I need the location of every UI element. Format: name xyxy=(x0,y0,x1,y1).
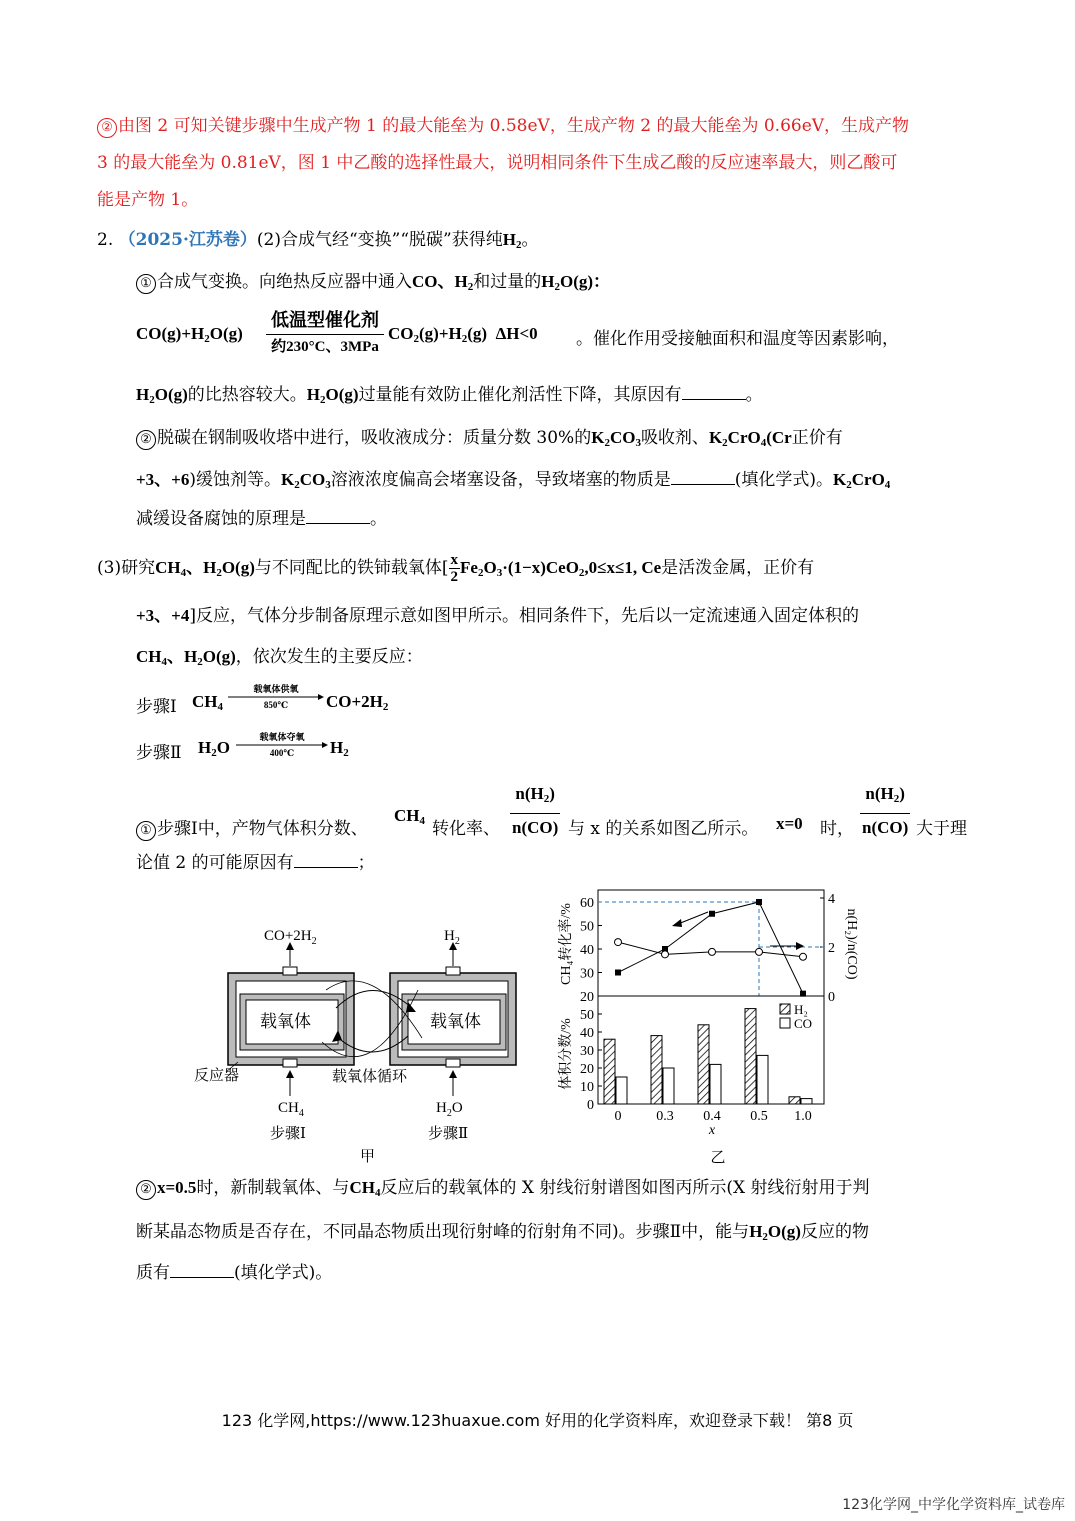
bottom-tick-label: 0 xyxy=(587,1098,594,1113)
x-tick-label: 1.0 xyxy=(794,1109,812,1124)
legend-h2-label: H₂ xyxy=(794,1002,808,1017)
q3-part1-line-1: ① 步骤Ⅰ中，产物气体积分数、 $CH_4$ 转化率、 $\frac{n(H_2)}{n(CO)}$ 与 x 的关系如图乙所示。 x=0 时， $\frac{n(H_2)}{n(CO)}$ 大于理 xyxy=(136,780,986,850)
question-source: （2025·江苏卷） xyxy=(118,230,257,250)
q2-part2-line-2: +3、+6)缓蚀剂等。$K_2CO_3$溶液浓度偏高会堵塞设备，导致堵塞的物质是 (填化学式)。$K_2CrO_4$ xyxy=(136,470,891,491)
left-tick-label: 50 xyxy=(580,919,594,935)
right-tick-label: 0 xyxy=(828,990,835,1005)
ch4-conversion-point xyxy=(709,911,715,917)
output-co-2h2: $CO+2H_2$ xyxy=(264,928,317,947)
co-bar xyxy=(710,1064,721,1104)
h2-co-ratio-point xyxy=(800,953,807,960)
circled-number: ② xyxy=(97,118,117,138)
intro-line-3: 能是产物 1。 xyxy=(97,190,199,210)
q3-part1-line-2: 论值 2 的可能原因有 ； xyxy=(136,853,375,873)
answer-blank[interactable] xyxy=(682,383,746,400)
ch4-conversion-point xyxy=(615,970,621,976)
q2-part2-line-1: ② 脱碳在钢制吸收塔中进行，吸收液成分：质量分数 30%的$K_2CO_3$吸收剂、$K_2CrO_4(Cr$正价有 xyxy=(136,426,843,455)
top-ylabel-right: n(H₂)/n(CO) xyxy=(844,908,859,980)
left-tick-label: 20 xyxy=(580,990,594,1005)
answer-blank[interactable] xyxy=(671,468,735,485)
right-tick-label: 4 xyxy=(828,892,835,907)
q3-line-1: (3)研究$CH_4$、$H_2O(g)$与不同配比的铁铈载氧体[ $\frac{x}{2}$ $Fe_2O_3\cdot(1-x)CeO_2,0\le x\le 1$, Ce是活泼金属，正价有 xyxy=(97,552,815,585)
answer-blank[interactable] xyxy=(306,507,370,524)
co-bar xyxy=(663,1068,674,1104)
step-1-label: 步骤Ⅰ xyxy=(270,1126,306,1142)
h2-co-ratio-point xyxy=(662,951,669,958)
q2-part2-line-3: 减缓设备腐蚀的原理是 。 xyxy=(136,509,387,529)
answer-blank[interactable] xyxy=(170,1261,234,1278)
h2-bar xyxy=(651,1036,662,1104)
water-gas-shift-equation: $CO(g)+H_2O(g)$ 低温型催化剂 约230°C、3MPa $CO_2(g)+H_2(g)$ ΔH<0 。催化作用受接触面积和温度等因素影响， xyxy=(136,310,899,355)
intro-line-2: 3 的最大能垒为 0.81eV，图 1 中乙酸的选择性最大，说明相同条件下生成乙酸的反应速率最大，则乙酸可 xyxy=(97,153,898,173)
legend-h2-swatch xyxy=(780,1004,790,1014)
top-plot-frame xyxy=(598,890,824,996)
bottom-tick-label: 40 xyxy=(580,1026,594,1041)
q3-line-3: $CH_4$、$H_2O(g)$，依次发生的主要反应： xyxy=(136,647,423,668)
q3-line-2: +3、+4]反应，气体分步制备原理示意如图甲所示。相同条件下，先后以一定流速通入固定体积的 xyxy=(136,606,860,626)
answer-blank[interactable] xyxy=(294,851,358,868)
caption-yi: 乙 xyxy=(710,1150,726,1166)
x-tick-label: 0.4 xyxy=(703,1109,721,1124)
h2-co-ratio-point xyxy=(709,948,716,955)
output-h2: $H_2$ xyxy=(444,928,460,947)
bottom-tick-label: 30 xyxy=(580,1044,594,1059)
left-tick-label: 60 xyxy=(580,896,594,911)
right-tick-label: 2 xyxy=(828,941,835,956)
h2-co-ratio-point xyxy=(756,948,763,955)
top-ylabel-left: CH₄转化率/% xyxy=(559,903,574,985)
arrow-left-head xyxy=(672,919,682,927)
h2-bar xyxy=(789,1097,800,1104)
co-bar xyxy=(757,1055,768,1104)
left-tick-label: 40 xyxy=(580,943,594,958)
q2-part1-line-3: $H_2O(g)$的比热容较大。$H_2O(g)$过量能有效防止催化剂活性下降，其原因有 。 xyxy=(136,385,763,406)
chart-yi xyxy=(548,884,898,1168)
cycle-label: 载氧体循环 xyxy=(332,1069,408,1085)
arrow-left xyxy=(678,912,708,924)
legend-co-swatch xyxy=(780,1018,790,1028)
h2-bar xyxy=(698,1025,709,1104)
x-tick-label: 0 xyxy=(614,1109,622,1124)
h2-bar xyxy=(745,1009,756,1104)
q3-part2-line-1: ② x=0.5时，新制载氧体、与$CH_4$反应后的载氧体的 X 射线衍射谱图如图丙所示(X 射线衍射用于判 xyxy=(136,1176,870,1205)
bottom-tick-label: 20 xyxy=(580,1062,594,1077)
left-tick-label: 30 xyxy=(580,966,594,982)
diagram-jia xyxy=(186,918,536,1168)
page-footer: 123 化学网,https://www.123huaxue.com 好用的化学资料库，欢迎登录下载！ 第8 页 xyxy=(221,1411,854,1430)
h2-co-ratio-point xyxy=(615,939,622,946)
box-label-1: 载氧体 xyxy=(260,1012,311,1031)
intro-line-1: ② 由图 2 可知关键步骤中生成产物 1 的最大能垒为 0.58eV，生成产物 2 的最大能垒为 0.66eV，生成产物 xyxy=(97,114,909,138)
bottom-tick-label: 10 xyxy=(580,1080,594,1095)
ch4-conversion-point xyxy=(756,899,762,905)
q3-part2-line-3: 质有 (填化学式)。 xyxy=(136,1263,333,1283)
watermark: 123化学网_中学化学资料库_试卷库 xyxy=(842,1497,1065,1513)
question-2-stem: 2. （2025·江苏卷）(2)合成气经“变换”“脱碳”获得纯$H_2$。 xyxy=(97,230,539,251)
input-ch4: $CH_4$ xyxy=(278,1100,304,1119)
h2-bar xyxy=(604,1039,615,1104)
co-bar xyxy=(801,1099,812,1104)
arrow-right-head xyxy=(796,942,804,950)
step-2-label: 步骤Ⅱ xyxy=(428,1126,469,1142)
box-label-2: 载氧体 xyxy=(430,1012,481,1031)
step-1-reaction: 步骤Ⅰ $CH_4$ 载氧体供氧 850℃ $CO+2H_2$ xyxy=(136,684,389,717)
x-tick-label: 0.3 xyxy=(656,1109,674,1124)
co-bar xyxy=(616,1077,627,1104)
x-tick-label: 0.5 xyxy=(750,1109,768,1124)
reactor-label: 反应器 xyxy=(194,1068,240,1084)
bottom-tick-label: 50 xyxy=(580,1008,594,1023)
q2-part1-line: ① 合成气变换。向绝热反应器中通入CO、$H_2$和过量的$H_2O(g)$： xyxy=(136,270,610,299)
input-h2o: $H_2O$ xyxy=(436,1100,463,1119)
caption-jia: 甲 xyxy=(360,1149,376,1165)
legend-co-label: CO xyxy=(794,1016,813,1031)
step-2-reaction: 步骤Ⅱ $H_2O$ 载氧体夺氧 400℃ $H_2$ xyxy=(136,732,349,763)
x-axis-label: x xyxy=(708,1123,716,1138)
q3-part2-line-2: 断某晶态物质是否存在，不同晶态物质出现衍射峰的衍射角不同)。步骤Ⅱ中，能与$H_2O(g)$反应的物 xyxy=(136,1222,869,1243)
bottom-ylabel: 体积分数/% xyxy=(559,1018,574,1090)
